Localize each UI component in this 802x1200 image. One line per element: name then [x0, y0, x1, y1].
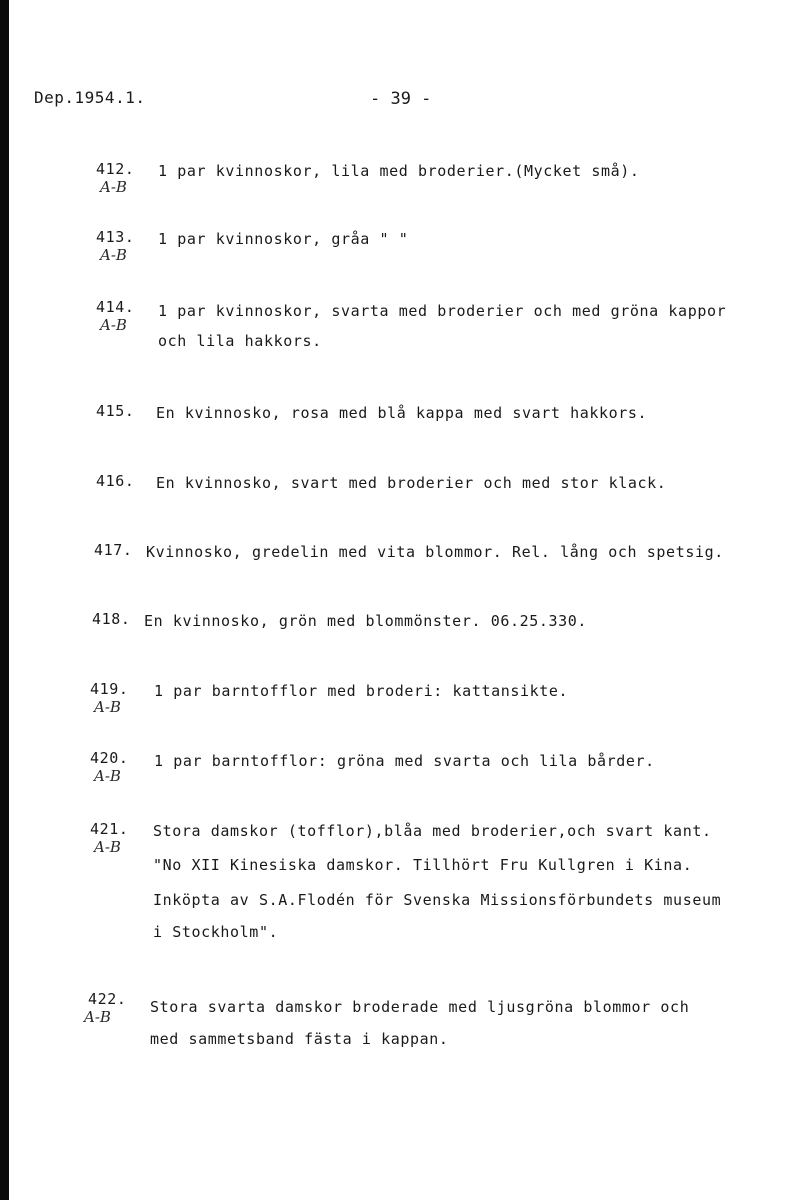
catalog-entry-416 [96, 472, 786, 496]
entry-text: i Stockholm". [153, 923, 279, 941]
entry-text: 1 par barntofflor: gröna med svarta och lila bårder. [154, 752, 655, 770]
entry-number: 415. [96, 402, 135, 420]
page-number: - 39 - [370, 89, 432, 109]
entry-number: 413. [96, 228, 135, 246]
catalog-entry-413 [96, 228, 786, 268]
entry-text: med sammetsband fästa i kappan. [150, 1030, 449, 1048]
catalog-entry-412 [96, 160, 786, 200]
entry-number: 420. [90, 749, 129, 767]
entry-text: Inköpta av S.A.Flodén för Svenska Missionsförbundets museum [153, 891, 722, 909]
entry-number: 414. [96, 298, 135, 316]
entry-number: 416. [96, 472, 135, 490]
catalog-entry-415 [96, 402, 786, 426]
entry-number: 421. [90, 820, 129, 838]
entry-text: Stora damskor (tofflor),blåa med broderier,och svart kant. [153, 822, 712, 840]
entry-text: 1 par barntofflor med broderi: kattansikte. [154, 682, 569, 700]
handwritten-mark: A-B [94, 838, 121, 856]
entry-number: 412. [96, 160, 135, 178]
entry-text: Kvinnosko, gredelin med vita blommor. Rel. lång och spetsig. [146, 543, 724, 561]
handwritten-mark: A-B [100, 246, 127, 264]
entry-text: "No XII Kinesiska damskor. Tillhört Fru Kullgren i Kina. [153, 856, 693, 874]
entry-text: En kvinnosko, svart med broderier och med stor klack. [156, 474, 667, 492]
catalog-entry-422 [84, 990, 788, 1050]
catalog-entry-418 [92, 610, 782, 634]
handwritten-mark: A-B [94, 698, 121, 716]
entry-number: 418. [92, 610, 131, 628]
document-reference: Dep.1954.1. [34, 88, 146, 107]
entry-text: och lila hakkors. [158, 332, 322, 350]
entry-text: En kvinnosko, grön med blommönster. 06.25.330. [144, 612, 588, 630]
handwritten-mark: A-B [100, 178, 127, 196]
catalog-entry-419 [90, 680, 780, 722]
catalog-entry-417 [94, 541, 794, 565]
page-edge-shadow [0, 0, 9, 1200]
entry-number: 417. [94, 541, 133, 559]
entry-number: 422. [88, 990, 127, 1008]
entry-text: En kvinnosko, rosa med blå kappa med svart hakkors. [156, 404, 648, 422]
entry-number: 419. [90, 680, 129, 698]
catalog-entry-421 [90, 820, 790, 950]
catalog-entry-414 [96, 298, 796, 358]
entry-text: Stora svarta damskor broderade med ljusgröna blommor och [150, 998, 690, 1016]
handwritten-mark: A-B [94, 767, 121, 785]
handwritten-mark: A-B [100, 316, 127, 334]
entry-text: 1 par kvinnoskor, svarta med broderier och med gröna kappor [158, 302, 727, 320]
entry-text: 1 par kvinnoskor, lila med broderier.(Mycket små). [158, 162, 640, 180]
handwritten-mark: A-B [84, 1008, 111, 1026]
catalog-entry-420 [90, 749, 780, 791]
entry-text: 1 par kvinnoskor, gråa " " [158, 230, 409, 248]
